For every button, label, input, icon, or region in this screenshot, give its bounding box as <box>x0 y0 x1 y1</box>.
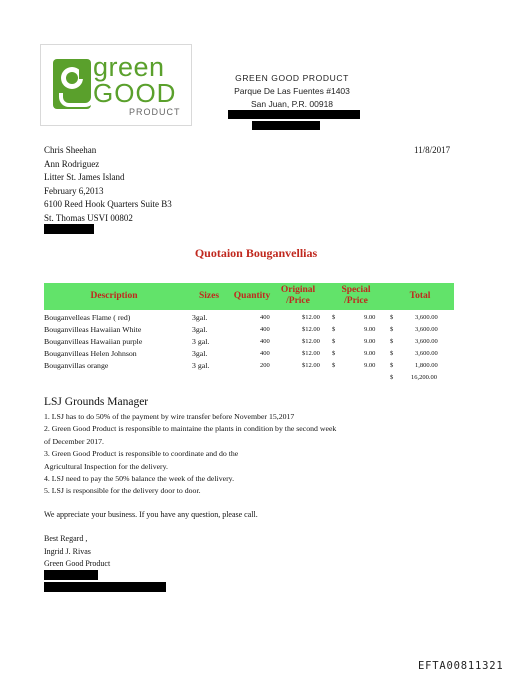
row-currency: $ <box>332 326 336 333</box>
document-date: 11/8/2017 <box>414 145 451 155</box>
logo-word-green: green <box>93 52 165 82</box>
logo-word-product: PRODUCT <box>129 107 181 117</box>
row-special-price: 9.00 <box>364 338 376 345</box>
row-qty: 400 <box>260 338 270 345</box>
company-logo <box>40 44 192 126</box>
table-row <box>44 360 454 372</box>
row-currency: $ <box>332 314 336 321</box>
row-currency: $ <box>332 350 336 357</box>
table-grand-total-row <box>44 372 454 384</box>
grand-total-currency: $ <box>390 374 394 381</box>
col-special-line1: Special <box>341 285 371 295</box>
row-size: 3 gal. <box>192 361 210 370</box>
row-currency: $ <box>390 314 394 321</box>
logo-g-cut <box>79 67 91 79</box>
recipient-line: February 6,2013 <box>44 185 104 196</box>
recipient-line: Litter St. James Island <box>44 172 125 182</box>
row-size: 3gal. <box>192 349 208 358</box>
col-description: Description <box>90 291 138 301</box>
row-special-price: 9.00 <box>364 314 376 321</box>
redaction-bar <box>44 224 94 234</box>
terms-line: 5. LSJ is responsible for the delivery door to door. <box>44 486 201 496</box>
row-total: 1,800.00 <box>415 362 438 369</box>
quote-title: Quotaion Bouganvellias <box>194 246 318 260</box>
row-original-price: $12.00 <box>302 338 320 345</box>
redaction-bar <box>44 570 98 580</box>
row-total: 3,600.00 <box>415 350 438 357</box>
row-original-price: $12.00 <box>302 314 320 321</box>
row-currency: $ <box>390 326 394 333</box>
col-total: Total <box>409 291 431 301</box>
col-special-price <box>336 285 376 307</box>
row-qty: 400 <box>260 326 270 333</box>
col-original-line1: Original <box>280 285 316 295</box>
recipient-line: 6100 Reed Hook Quarters Suite B3 <box>44 199 172 209</box>
row-original-price: $12.00 <box>302 350 320 357</box>
row-special-price: 9.00 <box>364 362 376 369</box>
signoff-line: Green Good Product <box>44 559 111 568</box>
table-row <box>44 324 454 336</box>
terms-line: of December 2017. <box>44 436 104 446</box>
recipient-line: St. Thomas USVI 00802 <box>44 212 133 223</box>
table-header <box>44 283 454 310</box>
signoff-line: Best Regard , <box>44 534 88 543</box>
row-description: Bouganvilleas Hawaiian purple <box>44 337 143 346</box>
redaction-bar <box>252 121 320 130</box>
col-original-price <box>276 285 320 307</box>
terms-heading: LSJ Grounds Manager <box>44 396 149 408</box>
col-special-line2: /Price <box>344 296 368 306</box>
document-id: EFTA00811321 <box>418 660 504 672</box>
row-currency: $ <box>332 362 336 369</box>
row-total: 3,600.00 <box>415 338 438 345</box>
grand-total: 16,200.00 <box>411 374 437 381</box>
row-qty: 200 <box>260 362 270 369</box>
col-sizes: Sizes <box>198 291 220 301</box>
logo-g-tail <box>59 93 95 107</box>
row-size: 3gal. <box>192 325 208 334</box>
company-address-line1: Parque De Las Fuentes #1403 <box>234 86 350 96</box>
recipient-line: Chris Sheehan <box>44 145 97 155</box>
redaction-bar <box>44 582 166 592</box>
row-size: 3gal. <box>192 313 208 322</box>
logo-g-core <box>66 72 78 84</box>
col-quantity: Quantity <box>233 291 271 301</box>
row-description: Bouganvilleas Hawaiian White <box>44 325 142 334</box>
terms-line: 2. Green Good Product is responsible to maintaine the plants in condition by the second week <box>44 424 337 434</box>
row-currency: $ <box>332 338 336 345</box>
table-row <box>44 312 454 324</box>
row-description: Bouganvelleas Flame ( red) <box>44 313 131 322</box>
row-currency: $ <box>390 338 394 345</box>
row-qty: 400 <box>260 350 270 357</box>
recipient-address <box>44 144 172 225</box>
terms-line: 1. LSJ has to do 50% of the payment by wire transfer before November 15,2017 <box>44 412 295 421</box>
row-size: 3 gal. <box>192 337 210 346</box>
terms-line: Agricultural Inspection for the delivery. <box>44 461 168 471</box>
company-address-line2: San Juan, P.R. 00918 <box>250 99 334 109</box>
row-description: Bouganvillas orange <box>44 361 109 370</box>
redaction-bar <box>228 110 360 119</box>
logo-g-mark-icon <box>53 59 91 109</box>
row-qty: 400 <box>260 314 270 321</box>
row-original-price: $12.00 <box>302 362 320 369</box>
signoff-line: Ingrid J. Rivas <box>44 546 91 556</box>
company-name: GREEN GOOD PRODUCT <box>235 73 349 83</box>
row-special-price: 9.00 <box>364 350 376 357</box>
logo-word-good: GOOD <box>93 78 177 108</box>
row-total: 3,600.00 <box>415 326 438 333</box>
row-description: Bouganvilleas Helen Johnson <box>44 349 137 358</box>
row-special-price: 9.00 <box>364 326 376 333</box>
appreciation-note: We appreciate your business. If you have any question, please call. <box>44 510 258 519</box>
row-currency: $ <box>390 362 394 369</box>
company-address <box>226 72 358 111</box>
row-original-price: $12.00 <box>302 326 320 333</box>
recipient-line: Ann Rodriguez <box>44 158 100 169</box>
row-currency: $ <box>390 350 394 357</box>
table-row <box>44 336 454 348</box>
col-original-line2: /Price <box>286 296 310 306</box>
table-row <box>44 348 454 360</box>
signoff-block <box>44 533 110 571</box>
terms-line: 4. LSJ need to pay the 50% balance the week of the delivery. <box>44 474 235 484</box>
terms-list <box>44 411 444 498</box>
terms-line: 3. Green Good Product is responsible to coordinate and do the <box>44 449 239 459</box>
row-total: 3,600.00 <box>415 314 438 321</box>
